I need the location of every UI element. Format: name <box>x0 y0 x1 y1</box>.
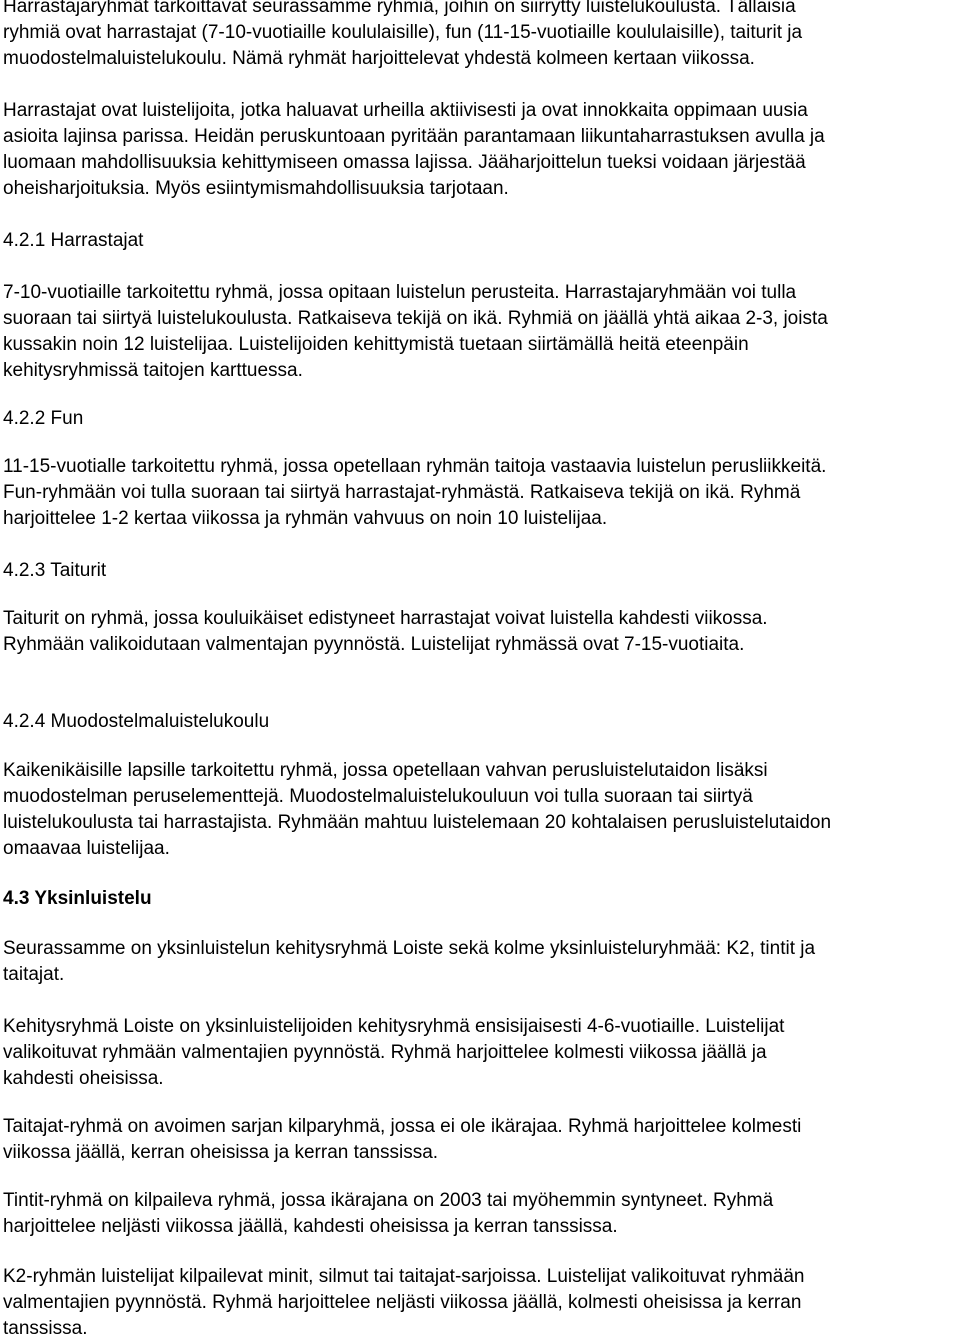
text-line: omaavaa luistelijaa. <box>3 838 170 859</box>
heading-text: 4.2.1 Harrastajat <box>3 230 144 251</box>
paragraph-taitajat <box>3 1114 801 1166</box>
text-line: kahdesti oheisissa. <box>3 1068 164 1089</box>
text-line: 7-10-vuotiaille tarkoitettu ryhmä, jossa opitaan luistelun perusteita. Harrastajaryhmään voi tulla <box>3 282 797 303</box>
paragraph-tintit <box>3 1188 773 1240</box>
paragraph-4-2-4 <box>3 758 831 862</box>
section-heading-4-2-4 <box>3 709 269 735</box>
text-line: 11-15-vuotialle tarkoitettu ryhmä, jossa opetellaan ryhmän taitoja vastaavia luistelun perusliikkeitä. <box>3 456 827 477</box>
paragraph-harrastajat-description <box>3 98 825 202</box>
heading-text: 4.2.2 Fun <box>3 408 84 429</box>
text-line: viikossa jäällä, kerran oheisissa ja kerran tanssissa. <box>3 1142 439 1163</box>
heading-text: 4.2.4 Muodostelmaluistelukoulu <box>3 711 270 732</box>
text-line: Tintit-ryhmä on kilpaileva ryhmä, jossa ikärajana on 2003 tai myöhemmin syntyneet. Ryhmä <box>3 1190 774 1211</box>
section-heading-4-2-1 <box>3 228 143 254</box>
text-line: Harrastajat ovat luistelijoita, jotka haluavat urheilla aktiivisesti ja ovat innokkaita oppimaan uusia <box>3 100 808 121</box>
paragraph-loiste <box>3 1014 784 1092</box>
text-line: kehitysryhmissä taitojen karttuessa. <box>3 360 303 381</box>
text-line: taitajat. <box>3 964 65 985</box>
paragraph-4-2-3 <box>3 606 768 658</box>
heading-text: 4.3 Yksinluistelu <box>3 888 152 909</box>
text-line: Kehitysryhmä Loiste on yksinluistelijoiden kehitysryhmä ensisijaisesti 4-6-vuotiaille. Luistelijat <box>3 1016 785 1037</box>
text-line: muodostelmaluistelukoulu. Nämä ryhmät harjoittelevat yhdestä kolmeen kertaan viikossa. <box>3 48 755 69</box>
paragraph-yksinluistelu-intro <box>3 936 815 988</box>
paragraph-4-2-1 <box>3 280 828 384</box>
text-line: oheisharjoituksia. Myös esiintymismahdollisuuksia tarjotaan. <box>3 178 509 199</box>
text-line: tanssissa. <box>3 1318 88 1339</box>
section-heading-4-2-3 <box>3 558 106 584</box>
section-heading-4-3 <box>3 886 152 912</box>
text-line: Fun-ryhmään voi tulla suoraan tai siirtyä harrastajat-ryhmästä. Ratkaiseva tekijä on ikä. Ryhmä <box>3 482 801 503</box>
text-line: harjoittelee neljästi viikossa jäällä, kahdesti oheisissa ja kerran tanssissa. <box>3 1216 618 1237</box>
text-line: muodostelman peruselementtejä. Muodostelmaluistelukouluun voi tulla suoraan tai siirtyä <box>3 786 753 807</box>
paragraph-intro <box>3 0 802 72</box>
paragraph-k2 <box>3 1264 804 1342</box>
text-line: luomaan mahdollisuuksia kehittymiseen omassa lajissa. Jääharjoittelun tueksi voidaan järjestää <box>3 152 806 173</box>
section-heading-4-2-2 <box>3 406 83 432</box>
text-line: asioita lajinsa parissa. Heidän peruskuntoaan pyritään parantamaan liikuntaharrastuksen avulla ja <box>3 126 825 147</box>
text-line: suoraan tai siirtyä luistelukoulusta. Ratkaiseva tekijä on ikä. Ryhmiä on jäällä yhtä aikaa 2-3, joista <box>3 308 828 329</box>
heading-text: 4.2.3 Taiturit <box>3 560 107 581</box>
paragraph-4-2-2 <box>3 454 826 532</box>
text-line: Harrastajaryhmät tarkoittavat seurassamme ryhmiä, joihin on siirrytty luistelukoulusta. Tällaisia <box>3 0 796 17</box>
text-line: Taitajat-ryhmä on avoimen sarjan kilparyhmä, jossa ei ole ikärajaa. Ryhmä harjoittelee kolmesti <box>3 1116 802 1137</box>
text-line: kussakin noin 12 luistelijaa. Luistelijoiden kehittymistä tuetaan siirtämällä heitä eteenpäin <box>3 334 749 355</box>
text-line: K2-ryhmän luistelijat kilpailevat minit, silmut tai taitajat-sarjoissa. Luistelijat valikoituvat ryhmään <box>3 1266 805 1287</box>
text-line: luistelukoulusta tai harrastajista. Ryhmään mahtuu luistelemaan 20 kohtalaisen perusluistelutaidon <box>3 812 832 833</box>
text-line: Seurassamme on yksinluistelun kehitysryhmä Loiste sekä kolme yksinluisteluryhmää: K2, tintit ja <box>3 938 816 959</box>
text-line: valmentajien pyynnöstä. Ryhmä harjoittelee neljästi viikossa jäällä, kolmesti oheisissa ja kerran <box>3 1292 802 1313</box>
text-line: valikoituvat ryhmään valmentajien pyynnöstä. Ryhmä harjoittelee kolmesti viikossa jäällä ja <box>3 1042 767 1063</box>
text-line: harjoittelee 1-2 kertaa viikossa ja ryhmän vahvuus on noin 10 luistelijaa. <box>3 508 608 529</box>
text-line: Ryhmään valikoidutaan valmentajan pyynnöstä. Luistelijat ryhmässä ovat 7-15-vuotiaita. <box>3 634 745 655</box>
text-line: ryhmiä ovat harrastajat (7-10-vuotiaille koululaisille), fun (11-15-vuotiaille koululaisille), taiturit ja <box>3 22 803 43</box>
text-line: Kaikenikäisille lapsille tarkoitettu ryhmä, jossa opetellaan vahvan perusluistelutaidon lisäksi <box>3 760 768 781</box>
text-line: Taiturit on ryhmä, jossa kouluikäiset edistyneet harrastajat voivat luistella kahdesti viikossa. <box>3 608 768 629</box>
